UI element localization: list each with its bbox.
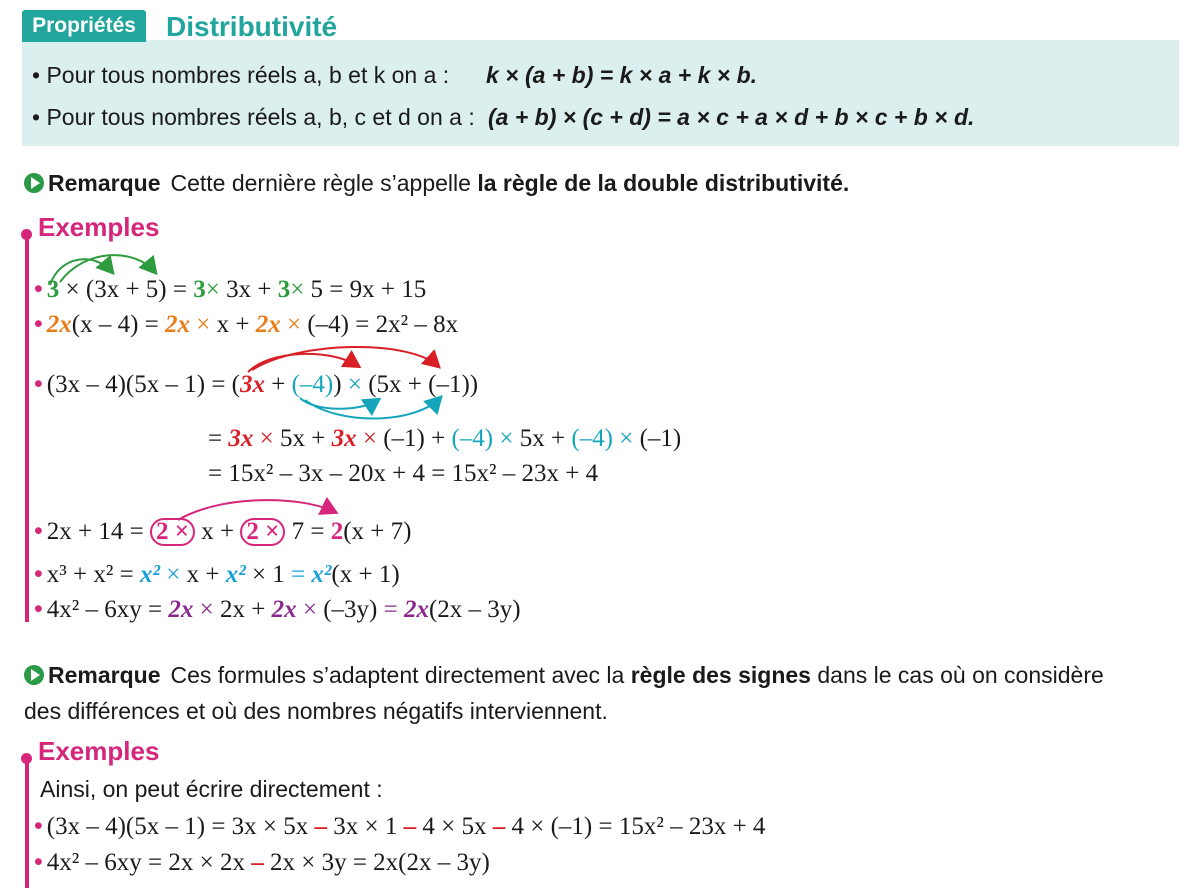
expr: (x + 1): [331, 561, 400, 588]
expr: 2x +: [219, 596, 266, 623]
equals: =: [208, 425, 223, 452]
remark-1-text: Cette dernière règle s’appelle: [170, 170, 471, 196]
term-3: 3: [277, 276, 291, 303]
times: ×: [166, 561, 181, 588]
property-line-1-formula: k × (a + b) = k × a + k × b.: [486, 62, 758, 88]
expr: (x + 7): [343, 518, 412, 545]
bullet-icon: •: [34, 848, 43, 876]
term-3x: 3x: [331, 425, 357, 452]
term-2x: 2x: [46, 311, 72, 338]
term-2x: 2x: [271, 596, 297, 623]
minus-sign: –: [314, 813, 328, 840]
term-2x: 2x: [403, 596, 429, 623]
expr: 3x +: [226, 276, 272, 303]
equals: =: [291, 561, 306, 588]
times: ×: [259, 425, 274, 452]
expr: (3x – 4)(5x – 1) = (: [46, 371, 240, 398]
term-minus-4: (–4): [291, 371, 334, 398]
property-title: Distributivité: [166, 11, 338, 42]
term-3: 3: [193, 276, 206, 303]
times: ×: [205, 276, 220, 303]
expr: x +: [216, 311, 250, 338]
examples-1-title: Exemples: [38, 212, 160, 242]
expr: 3x × 1: [333, 813, 398, 840]
term-x2: x²: [225, 561, 246, 588]
expr: 5 = 9x + 15: [310, 276, 427, 303]
expr: 2x × 3y = 2x(2x – 3y): [269, 849, 490, 876]
example-2-2: [34, 848, 490, 877]
example-1-3-line-3: = 15x² – 3x – 20x + 4 = 15x² – 23x + 4: [208, 460, 599, 487]
expr: 4 × 5x: [422, 813, 487, 840]
minus-sign: –: [492, 813, 506, 840]
expr: (5x + (–1)): [368, 371, 479, 398]
times: ×: [290, 276, 305, 303]
example-2-1: [34, 812, 765, 841]
arrow-red-2: [252, 347, 438, 370]
times: ×: [302, 596, 317, 623]
times: ×: [286, 311, 302, 338]
bullet-icon: •: [34, 595, 43, 623]
term-3x: 3x: [228, 425, 254, 452]
expr: x +: [186, 561, 220, 588]
minus-sign: –: [251, 849, 264, 876]
times: ×: [196, 311, 211, 338]
bullet-icon: •: [34, 310, 43, 338]
expr: (–3y): [323, 596, 378, 623]
term-minus-4: (–4): [451, 425, 494, 452]
expr: 5x +: [519, 425, 566, 452]
circled-factor: 2 ×: [240, 518, 285, 546]
term-2x: 2x: [255, 311, 281, 338]
term-2x: 2x: [165, 311, 191, 338]
remark-2: [24, 662, 1104, 689]
plus: +: [271, 371, 286, 398]
expr: x +: [201, 518, 235, 545]
expr: 4 × (–1) = 15x² – 23x + 4: [511, 813, 766, 840]
expr: (–4) = 2x² – 8x: [307, 311, 459, 338]
paren: ): [333, 371, 342, 398]
circled-factor: 2 ×: [150, 518, 195, 546]
expr: 4x² – 6xy =: [46, 596, 163, 623]
bullet-icon: •: [34, 370, 43, 398]
property-line-2-formula: (a + b) × (c + d) = a × c + a × d + b × c + b × d.: [488, 104, 975, 130]
remark-2-label: Remarque: [48, 662, 161, 688]
remark-2-line-2: des différences et où des nombres négatifs interviennent.: [24, 698, 608, 724]
times: ×: [499, 425, 514, 452]
bullet-icon: •: [34, 560, 43, 588]
expr: x³ + x² =: [46, 561, 134, 588]
times: ×: [199, 596, 214, 623]
term-x2: x²: [139, 561, 160, 588]
term-minus-4: (–4): [571, 425, 613, 452]
term-x2: x²: [311, 561, 332, 588]
expr: (–1) +: [383, 425, 446, 452]
expr: (2x – 3y): [428, 596, 521, 623]
times: ×: [251, 561, 267, 588]
remark-1-bold: la règle de la double distributivité.: [477, 170, 850, 196]
examples-2-title: Exemples: [38, 736, 160, 766]
bullet-icon: •: [34, 517, 43, 545]
expr: (x – 4) =: [71, 311, 159, 338]
examples-2-bar: [25, 758, 29, 888]
bullet-icon: •: [34, 275, 43, 303]
expr: 7 =: [291, 518, 325, 545]
remark-1-label: Remarque: [48, 170, 161, 196]
remark-2-text-b: dans le cas où on considère: [817, 662, 1104, 688]
times: ×: [347, 371, 362, 398]
times: ×: [362, 425, 377, 452]
term-2x: 2x: [168, 596, 194, 623]
property-badge: Propriétés: [22, 10, 146, 42]
expr: 5x +: [279, 425, 326, 452]
expr: 1: [272, 561, 285, 588]
bullet-icon: •: [34, 812, 43, 840]
minus-sign: –: [403, 813, 417, 840]
times: ×: [619, 425, 634, 452]
expr: (3x – 4)(5x – 1) = 3x × 5x: [46, 813, 309, 840]
term-3: 3: [46, 276, 60, 303]
factor: 2: [330, 518, 344, 545]
property-line-1-text: • Pour tous nombres réels a, b et k on a :: [32, 62, 450, 88]
expr: × (3x + 5) =: [65, 276, 187, 303]
arrow-pink: [178, 500, 335, 520]
expr: 4x² – 6xy = 2x × 2x: [46, 849, 245, 876]
expr: (–1): [639, 425, 682, 452]
term-3x: 3x: [240, 371, 265, 398]
expr: 2x + 14 =: [46, 518, 144, 545]
play-icon: [24, 665, 44, 685]
equals: =: [383, 596, 398, 623]
examples-2-intro: Ainsi, on peut écrire directement :: [40, 776, 383, 802]
property-line-2-text: • Pour tous nombres réels a, b, c et d on a :: [32, 104, 475, 130]
remark-2-text-a: Ces formules s’adaptent directement avec la: [170, 662, 625, 688]
remark-2-bold: règle des signes: [630, 662, 811, 688]
